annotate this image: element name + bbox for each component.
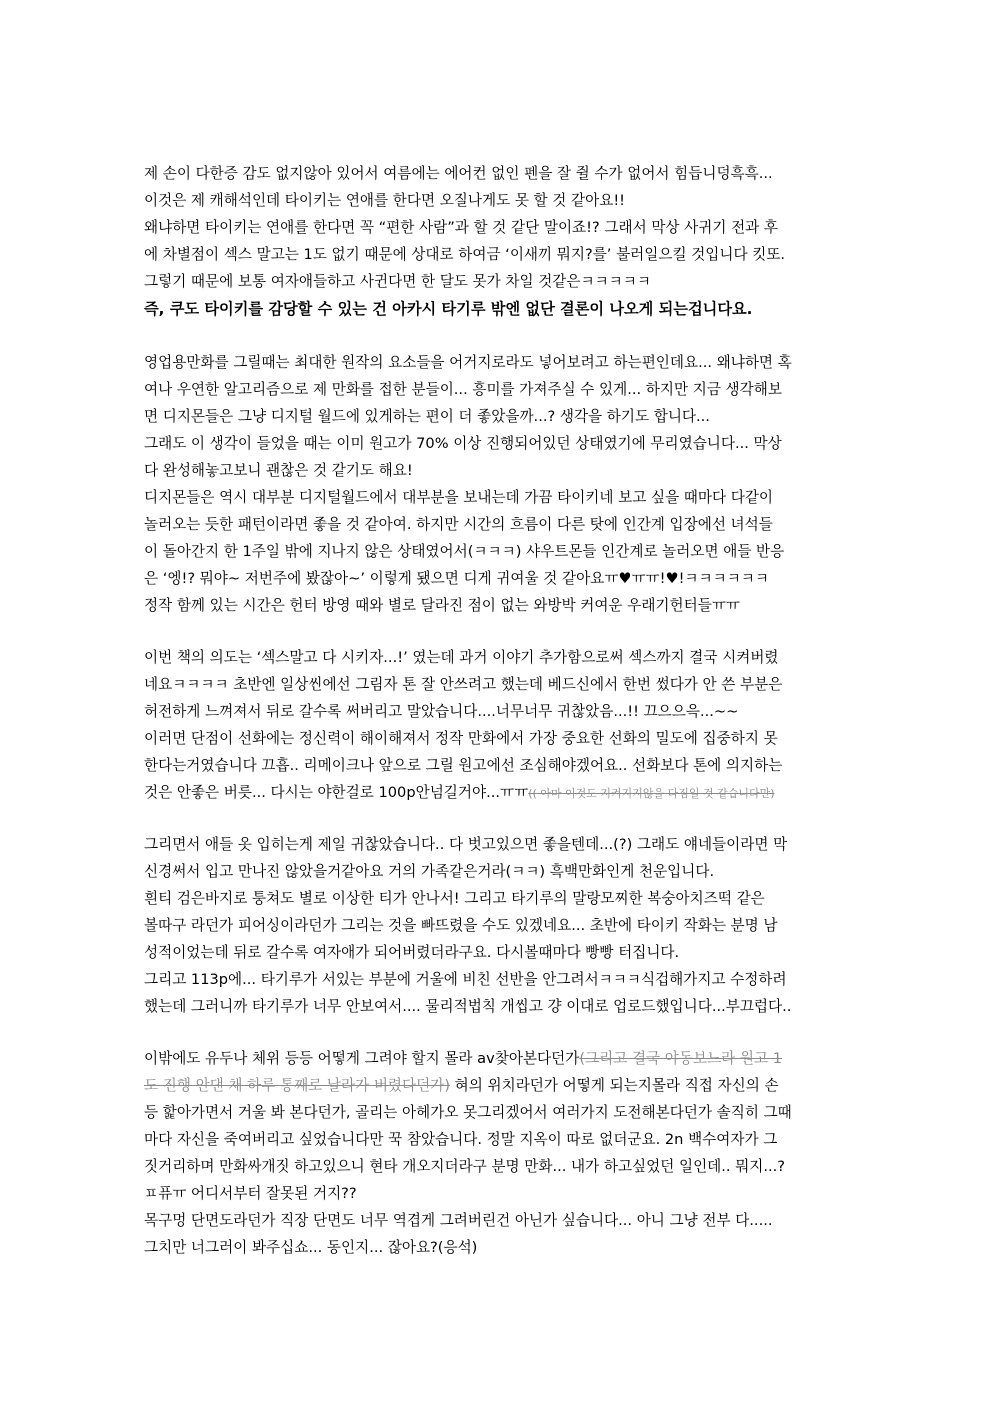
text-line: 이번 책의 의도는 ‘섹스말고 다 시키자...!’ 였는데 과거 이야기 추가함으로써 섹스까지 결국 시켜버렸	[144, 649, 779, 666]
text-line: 볼따구 라던가 피어싱이라던가 그리는 것을 빠뜨렸을 수도 있겠네요... 초반에 타이키 작화는 분명 남	[144, 917, 778, 934]
text-line: 그래도 이 생각이 들었을 때는 이미 원고가 70% 이상 진행되어있던 상태였기에 무리였습니다... 막상	[144, 435, 782, 452]
paragraph	[144, 644, 852, 806]
afterword-text	[144, 160, 852, 1286]
text-line: 흰티 검은바지로 퉁쳐도 별로 이상한 티가 안나서! 그리고 타기루의 말랑모찌한 복숭아치즈떡 같은	[144, 890, 765, 907]
text-line: 디지몬들은 역시 대부분 디지털월드에서 대부분을 보내는데 가끔 타이키네 보고 싶을 때마다 다같이	[144, 489, 774, 506]
conclusion-line: 즉, 쿠도 타이키를 감당할 수 있는 건 아카시 타기루 밖엔 없단 결론이 나오게 되는겁니다요.	[144, 300, 753, 318]
text-line: ㅍ퓨ㅠ 어디서부터 잘못된 거지??	[144, 1185, 357, 1202]
text-line: 성적이었는데 뒤로 갈수록 여자애가 되어버렸더라구요. 다시볼때마다 빵빵 터집니다.	[144, 944, 680, 961]
text-line: 왜냐하면 타이키는 연애를 한다면 꼭 “편한 사람”과 할 것 같단 말이죠!? 그래서 막상 사귀기 전과 후	[144, 219, 779, 236]
text-line: 정작 함께 있는 시간은 헌터 방영 때와 별로 달라진 점이 없는 와방박 커여운 우래기헌터들ㅠㅠ	[144, 597, 741, 614]
text-line: 제 손이 다한증 감도 없지않아 있어서 여름에는 에어컨 없인 펜을 잘 쥘 수가 없어서 힘듭니덩흑흑...	[144, 165, 773, 182]
text-line	[144, 779, 852, 806]
strikethrough-note: (그리고 결국 야동보느라 원고 1	[579, 1050, 783, 1067]
paragraph	[144, 349, 852, 619]
strikethrough-note: (( 아마 이것도 지켜지지않을 다짐일 것 같습니다만)	[528, 787, 775, 800]
text-line: 여나 우연한 알고리즘으로 제 만화를 접한 분들이... 흥미를 가져주실 수 있게... 하지만 지금 생각해보	[144, 381, 782, 398]
text-line: 등 핥아가면서 거울 봐 본다던가, 골리는 아헤가오 못그리겠어서 여러가지 도전해본다던가 솔직히 그때	[144, 1104, 792, 1121]
text-line: 은 ‘엥!? 뭐야~ 저번주에 봤잖아~’ 이렇게 됐으면 디게 귀여울 것 같아요ㅠ♥ㅠㅠ!♥!ㅋㅋㅋㅋㅋㅋ	[144, 570, 770, 587]
text-line: 영업용만화를 그릴때는 최대한 원작의 요소들을 어거지로라도 넣어보려고 하는편인데요... 왜냐하면 혹	[144, 354, 792, 371]
text-line	[144, 1045, 852, 1072]
text-line: 이 돌아간지 한 1주일 밖에 지나지 않은 상태였어서(ㅋㅋㅋ) 샤우트몬들 인간계로 놀러오면 애들 반응	[144, 543, 785, 560]
text-line: 마다 자신을 죽여버리고 싶었습니다만 꾹 참았습니다. 정말 지옥이 따로 없더군요. 2n 백수여자가 그	[144, 1131, 778, 1148]
text-line: 네요ㅋㅋㅋㅋ 초반엔 일상씬에선 그림자 톤 잘 안쓰려고 했는데 베드신에서 한번 썼다가 안 쓴 부분은	[144, 676, 783, 693]
text-segment: 혀의 위치라던가 어떻게 되는지몰라 직접 자신의 손	[450, 1077, 779, 1094]
text-line: 면 디지몬들은 그냥 디지털 월드에 있게하는 편이 더 좋았을까...? 생각을 하기도 합니다...	[144, 408, 710, 425]
paragraph	[144, 160, 852, 324]
text-line: 짓거리하며 만화싸개짓 하고있으니 현타 개오지더라구 분명 만화... 내가 하고싶었던 일인데.. 뭐지...?	[144, 1158, 786, 1175]
text-line: 허전하게 느껴져서 뒤로 갈수록 써버리고 말았습니다....너무너무 귀찮았음...!! 끄으으윽...~~	[144, 703, 739, 720]
strikethrough-note: 도 진행 안댄 채 하루 통째로 날라가 버렸다던가)	[144, 1077, 451, 1094]
text-line: 그리면서 애들 옷 입히는게 제일 귀찮았습니다.. 다 벗고있으면 좋을텐데...(?) 그래도 얘네들이라면 막	[144, 836, 788, 853]
text-line: 다 완성해놓고보니 괜찮은 것 같기도 해요!	[144, 462, 413, 479]
text-line: 목구멍 단면도라던가 직장 단면도 너무 역겹게 그려버린건 아닌가 싶습니다... 아니 그냥 전부 다.....	[144, 1212, 773, 1229]
text-line	[144, 1072, 852, 1099]
text-line: 그치만 너그러이 봐주십쇼... 동인지... 잖아요?(응석)	[144, 1239, 478, 1256]
text-segment: 이밖에도 유두나 체위 등등 어떻게 그려야 할지 몰라 av찾아본다던가	[144, 1050, 580, 1067]
text-line: 신경써서 입고 만나진 않았을거같아요 거의 가족같은거라(ㅋㅋ) 흑백만화인게 천운입니다.	[144, 863, 715, 880]
text-line: 에 차별점이 섹스 말고는 1도 없기 때문에 상대로 하여금 ‘이새끼 뭐지?를’ 불러일으킬 것입니다 킷또.	[144, 246, 786, 263]
text-line: 이것은 제 캐해석인데 타이키는 연애를 한다면 오질나게도 못 할 것 같아요!!	[144, 192, 626, 209]
text-segment: 것은 안좋은 버릇... 다시는 야한걸로 100p안넘길거야...ㅠㅠ	[144, 784, 529, 801]
text-line: 그리고 113p에... 타기루가 서있는 부분에 거울에 비친 선반을 안그려서ㅋㅋㅋ식겁해가지고 수정하려	[144, 971, 787, 988]
text-line: 이러면 단점이 선화에는 정신력이 해이해져서 정작 만화에서 가장 중요한 선화의 밀도에 집중하지 못	[144, 730, 778, 747]
text-line: 했는데 그러니까 타기루가 너무 안보여서.... 물리적법칙 개씹고 걍 이대로 업로드했입니다...부끄럽다..	[144, 998, 792, 1015]
text-line: 놀러오는 듯한 패턴이라면 좋을 것 같아여. 하지만 시간의 흐름이 다른 탓에 인간계 입장에선 녀석들	[144, 516, 773, 533]
text-line: 한다는거였습니다 끄흡.. 리메이크나 앞으로 그릴 원고에선 조심해야겠어요.. 선화보다 톤에 의지하는	[144, 757, 783, 774]
paragraph	[144, 1045, 852, 1261]
text-line: 그렇기 때문에 보통 여자애들하고 사귄다면 한 달도 못가 차일 것같은ㅋㅋㅋㅋㅋ	[144, 273, 651, 290]
paragraph	[144, 831, 852, 1020]
